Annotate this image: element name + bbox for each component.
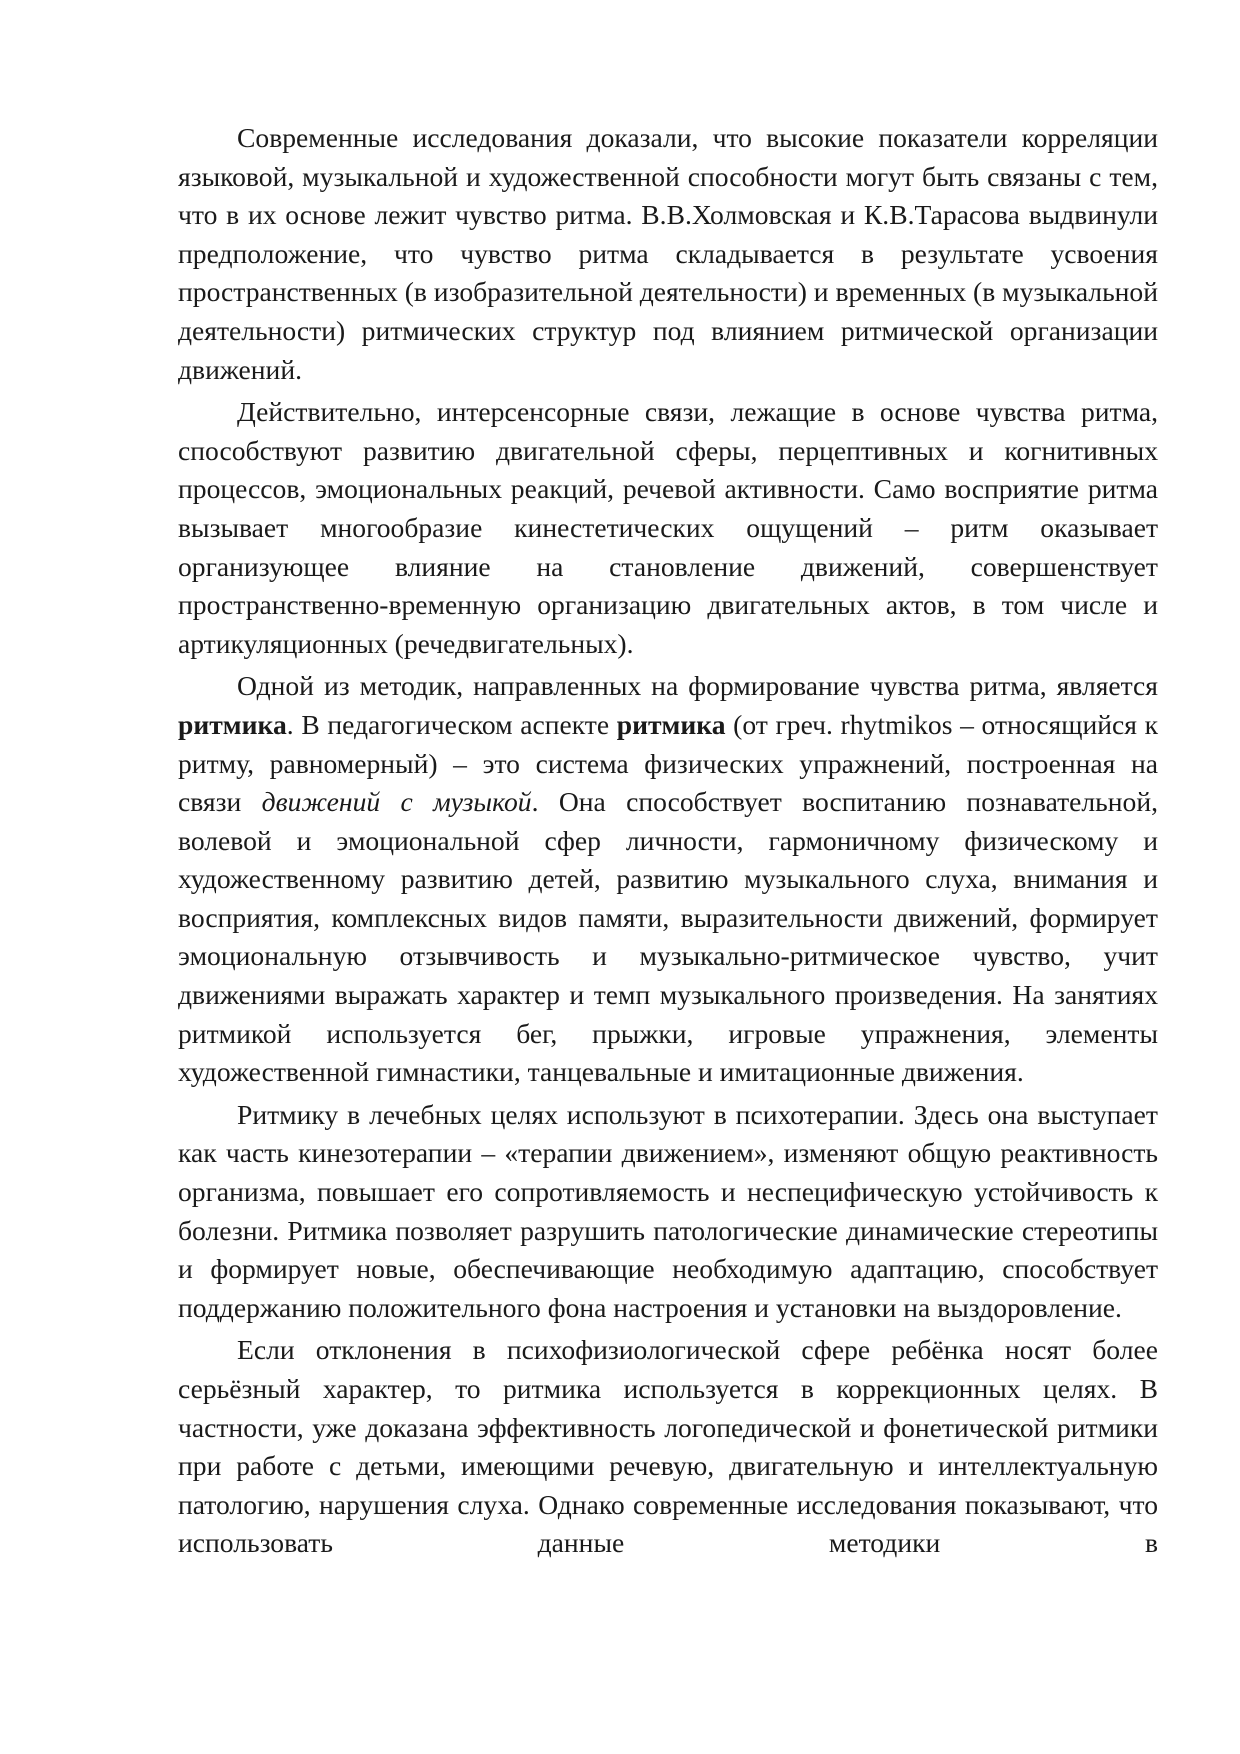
paragraph-4 <box>178 1096 1158 1328</box>
paragraph-3-text-c: (от греч. rhytmikos – относящийся к ритму, равномерный) – это система физических упражнений, построенная на связи <box>178 708 1158 818</box>
paragraph-1 <box>178 119 1158 389</box>
paragraph-5-text: Если отклонения в психофизиологической сфере ребёнка носят более серьёзный характер, то ритмика используется в коррекционных целях. В частности, уже доказана эффективность логопедической и фонетической ритмики при работе с детьми, имеющими речевую, двигательную и интеллектуальную патологию, нарушения слуха. Однако современные исследования показывают, что использовать данные методики в <box>178 1334 1158 1559</box>
paragraph-4-text: Ритмику в лечебных целях используют в психотерапии. Здесь она выступает как часть кинезотерапии – «терапии движением», изменяют общую реактивность организма, повышает его сопротивляемость и неспецифическую устойчивость к болезни. Ритмика позволяет разрушить патологические динамические стереотипы и формирует новые, обеспечивающие необходимую адаптацию, способствует поддержанию положительного фона настроения и установки на выздоровление. <box>178 1098 1158 1323</box>
paragraph-2 <box>178 393 1158 663</box>
paragraph-3-text-d: . Она способствует воспитанию познавательной, волевой и эмоциональной сфер личности, гармоничному физическому и художественному развитию детей, развитию музыкального слуха, внимания и восприятия, комплексных видов памяти, выразительности движений, формирует эмоциональную отзывчивость и музыкально-ритмическое чувство, учит движениями выражать характер и темп музыкального произведения. На занятиях ритмикой используется бег, прыжки, игровые упражнения, элементы художественной гимнастики, танцевальные и имитационные движения. <box>178 786 1158 1088</box>
document-page <box>178 119 1158 1567</box>
paragraph-3 <box>178 667 1158 1092</box>
term-ritmika-2: ритмика <box>616 708 726 740</box>
paragraph-3-text-b: . В педагогическом аспекте <box>286 708 617 740</box>
paragraph-3-text-a: Одной из методик, направленных на формирование чувства ритма, является <box>237 670 1158 702</box>
paragraph-1-text: Современные исследования доказали, что высокие показатели корреляции языковой, музыкальной и художественной способности могут быть связаны с тем, что в их основе лежит чувство ритма. В.В.Холмовская и К.В.Тарасова выдвинули предположение, что чувство ритма складывается в результате усвоения пространственных (в изобразительной деятельности) и временных (в музыкальной деятельности) ритмических структур под влиянием ритмической организации движений. <box>178 122 1158 385</box>
paragraph-2-text: Действительно, интерсенсорные связи, лежащие в основе чувства ритма, способствуют развитию двигательной сферы, перцептивных и когнитивных процессов, эмоциональных реакций, речевой активности. Само восприятие ритма вызывает многообразие кинестетических ощущений – ритм оказывает организующее влияние на становление движений, совершенствует пространственно-временную организацию двигательных актов, в том числе и артикуляционных (речедвигательных). <box>178 396 1158 659</box>
term-ritmika-1: ритмика <box>178 708 287 740</box>
emphasis-movements-with-music: движений с музыкой <box>261 786 532 818</box>
paragraph-5 <box>178 1331 1158 1563</box>
